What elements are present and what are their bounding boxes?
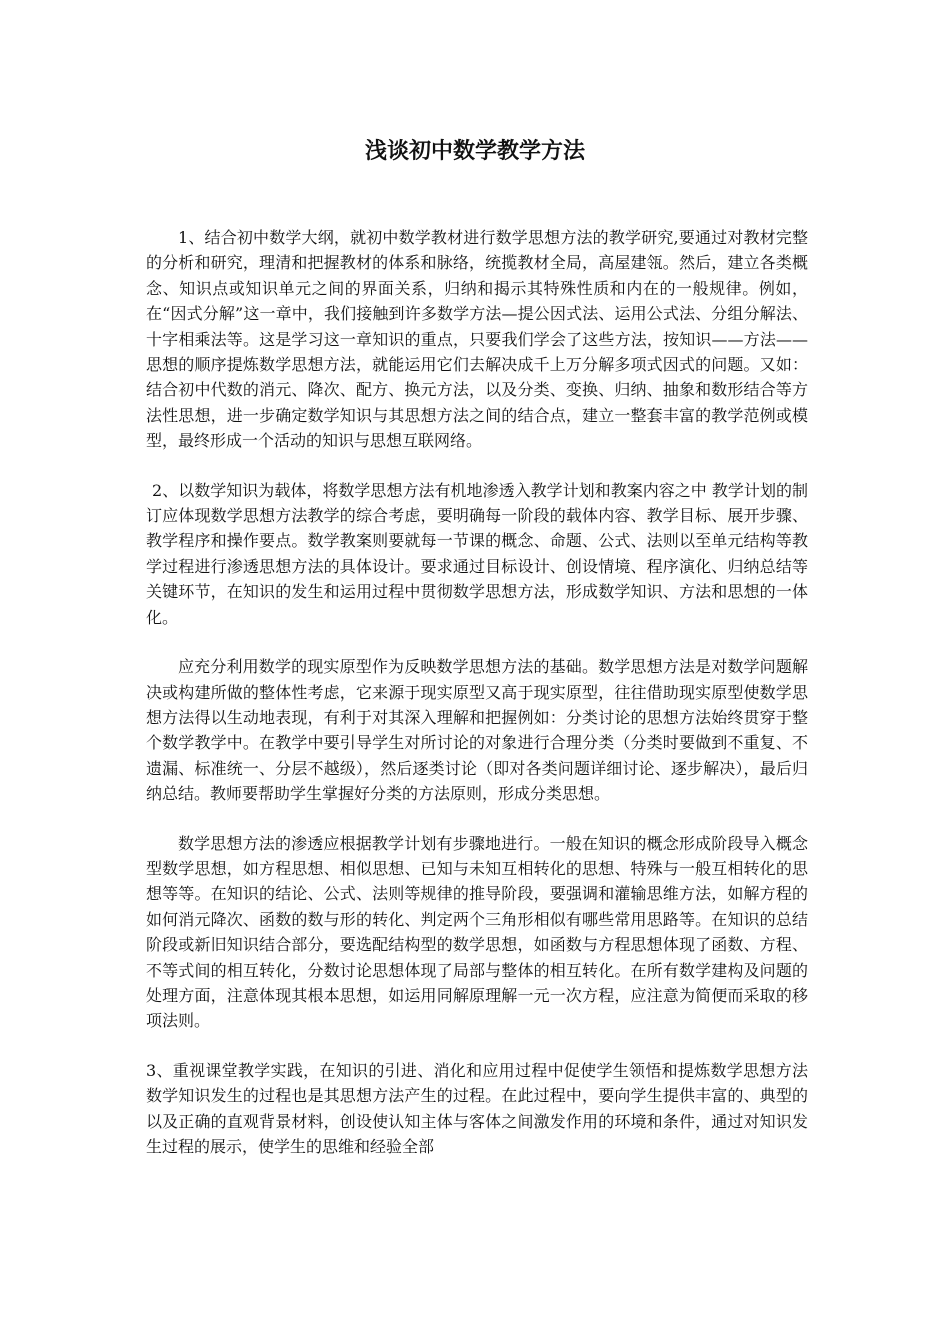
- paragraph-1: 1、结合初中数学大纲，就初中数学教材进行数学思想方法的教学研究,要通过对教材完整的分析和研究，理清和把握教材的体系和脉络，统揽教材全局，高屋建瓴。然后，建立各类概念、知识点或知识单元之间的界面关系，归纳和揭示其特殊性质和内在的一般规律。例如，在“因式分解”这一章中，我们接触到许多数学方法—提公因式法、运用公式法、分组分解法、十字相乘法等。这是学习这一章知识的重点，只要我们学会了这些方法，按知识——方法——思想的顺序提炼数学思想方法，就能运用它们去解决成千上万分解多项式因式的问题。又如：结合初中代数的消元、降次、配方、换元方法，以及分类、变换、归纳、抽象和数形结合等方法性思想，进一步确定数学知识与其思想方法之间的结合点，建立一整套丰富的教学范例或模型，最终形成一个活动的知识与思想互联网络。: [146, 228, 808, 451]
- document-title: 浅谈初中数学教学方法: [364, 138, 585, 164]
- document-body: [146, 225, 808, 1183]
- paragraph-5: 3、重视课堂教学实践，在知识的引进、消化和应用过程中促使学生领悟和提炼数学思想方法 数学知识发生的过程也是其思想方法产生的过程。在此过程中，要向学生提供丰富的、典型的以及正确的直观背景材料，创设使认知主体与客体之间激发作用的环境和条件，通过对知识发生过程的展示，使学生的思维和经验全部: [146, 1060, 808, 1156]
- paragraph-2: 2、以数学知识为载体，将数学思想方法有机地渗透入教学计划和教案内容之中 教学计划的制订应体现数学思想方法教学的综合考虑，要明确每一阶段的载体内容、教学目标、展开步骤、教学程序和操作要点。数学教案则要就每一节课的概念、命题、公式、法则以至单元结构等教学过程进行渗透思想方法的具体设计。要求通过目标设计、创设情境、程序演化、归纳总结等关键环节，在知识的发生和运用过程中贯彻数学思想方法，形成数学知识、方法和思想的一体化。: [146, 480, 808, 627]
- paragraph-3: 应充分利用数学的现实原型作为反映数学思想方法的基础。数学思想方法是对数学问题解决或构建所做的整体性考虑，它来源于现实原型又高于现实原型，往往借助现实原型使数学思想方法得以生动地表现，有利于对其深入理解和把握例如：分类讨论的思想方法始终贯穿于整个数学教学中。在教学中要引导学生对所讨论的对象进行合理分类（分类时要做到不重复、不遗漏、标准统一、分层不越级），然后逐类讨论（即对各类问题详细讨论、逐步解决），最后归纳总结。教师要帮助学生掌握好分类的方法原则，形成分类思想。: [146, 657, 808, 804]
- paragraph-4: 数学思想方法的渗透应根据教学计划有步骤地进行。一般在知识的概念形成阶段导入概念型数学思想，如方程思想、相似思想、已知与未知互相转化的思想、特殊与一般互相转化的思想等等。在知识的结论、公式、法则等规律的推导阶段，要强调和灌输思维方法，如解方程的如何消元降次、函数的数与形的转化、判定两个三角形相似有哪些常用思路等。在知识的总结阶段或新旧知识结合部分，要选配结构型的数学思想，如函数与方程思想体现了函数、方程、不等式间的相互转化，分数讨论思想体现了局部与整体的相互转化。在所有数学建构及问题的处理方面，注意体现其根本思想，如运用同解原理解一元一次方程，应注意为简便而采取的移项法则。: [146, 833, 808, 1031]
